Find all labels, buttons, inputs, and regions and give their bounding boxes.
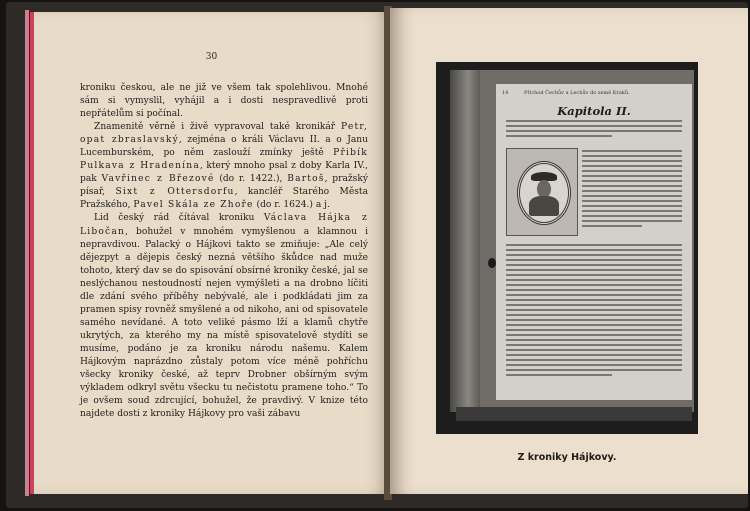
woodcut-portrait xyxy=(506,148,578,236)
spaced-name: Václava Hájka z Libočan xyxy=(80,213,368,237)
text-run: , kancléř Starého Města Pražského, xyxy=(80,187,368,211)
spaced-name: Pavel Skála ze Zhoře xyxy=(133,200,254,211)
chronicle-chapter-title: Kapitola II. xyxy=(557,104,631,118)
photographed-book xyxy=(450,70,694,412)
spaced-name: Přibík Pulkava z Hradenína xyxy=(80,148,368,172)
left-page xyxy=(30,12,389,494)
plate-caption: Z kroniky Hájkovy. xyxy=(517,452,617,463)
chronicle-page-number: 14 xyxy=(502,90,509,96)
chronicle-plate-image xyxy=(436,62,698,434)
page-number: 30 xyxy=(205,52,218,62)
spaced-name: Bartoš xyxy=(287,174,325,185)
chronicle-side-text xyxy=(582,150,682,230)
chronicle-running-head xyxy=(502,90,686,96)
chronicle-body-text xyxy=(506,244,682,379)
paragraph xyxy=(80,121,368,212)
text-run: , bohužel v mnohém vymyšlenou a klamnou i nepravdivou. Palacký o Hájkovi takto se zmiňuje: „Ale celý dějezpyt a dějepis český nezná většího škůdce nad muže tohoto, který dav se do spisování obsírné kroniky české, jal se neslýchanou nestoudností nejen vymýšleti a na drobno líčiti dle zdání svého příběhy nebývalé, ale i podkládati jim za pramen spisy rovněž smyšlené a od nikoho, ani od spisovatele samého nevídané. A toto veliké pásmo lží a klamů chytře ukrytých, za kterého my na místě spisovatelově stydíti se musíme, podáno je za kroniku národu našemu. Kalem Hájkovým naprázdno zůstaly potom více méně pohříchu všecky kroniky české, až teprv Drobner obšírným svým výkladem odkryl světu všecku tu nečistotu pramene toho.“ To je ovšem soud zdrcující, bohužel, že pravdivý. V knize této najdete dosti z kroniky Hájkovy pro vaši zábavu xyxy=(80,226,368,420)
chronicle-page xyxy=(496,84,692,400)
paragraph xyxy=(80,212,368,421)
paragraph xyxy=(80,82,368,121)
text-run: , který mnoho psal z doby Karla IV., pak xyxy=(80,161,368,185)
text-run: (do r. 1422.), xyxy=(214,174,288,185)
hole-mark xyxy=(488,258,496,268)
book-spine xyxy=(450,70,480,412)
book-bottom-edge xyxy=(456,407,692,421)
portrait-medallion xyxy=(517,161,571,225)
book xyxy=(6,2,748,508)
spaced-name: Petr, opat zbraslavský xyxy=(80,122,368,146)
text-run: (do r. 1624.) a j. xyxy=(253,200,330,211)
text-run: , pražský písař, xyxy=(80,174,368,198)
text-run: , zejména o králi Václavu II. a o Janu Lucemburském, po něm zaslouží zmínky ještě xyxy=(80,135,368,159)
text-run: kroniku českou, ale ne již ve všem tak spolehlivou. Mnohé sám si vymyslil, vyhájil a i dosti nespravedlivě proti nepřátelům si počínal. xyxy=(80,83,368,120)
chronicle-intro-lines xyxy=(506,120,682,140)
page-edge-red xyxy=(25,10,29,496)
text-run: Znamenitě věrně i živě vypravoval také kronikář xyxy=(94,122,342,133)
chronicle-header-text: Příchod Čechův a Lechův do země Kraků. xyxy=(523,90,630,96)
spaced-name: Sixt z Ottersdorfu xyxy=(115,187,235,198)
text-run: Lid český rád čítával kroniku xyxy=(94,213,264,224)
body-text xyxy=(80,82,368,421)
portrait-body xyxy=(529,196,559,216)
right-page xyxy=(390,8,748,494)
spaced-name: Vavřinec z Březové xyxy=(101,174,215,185)
